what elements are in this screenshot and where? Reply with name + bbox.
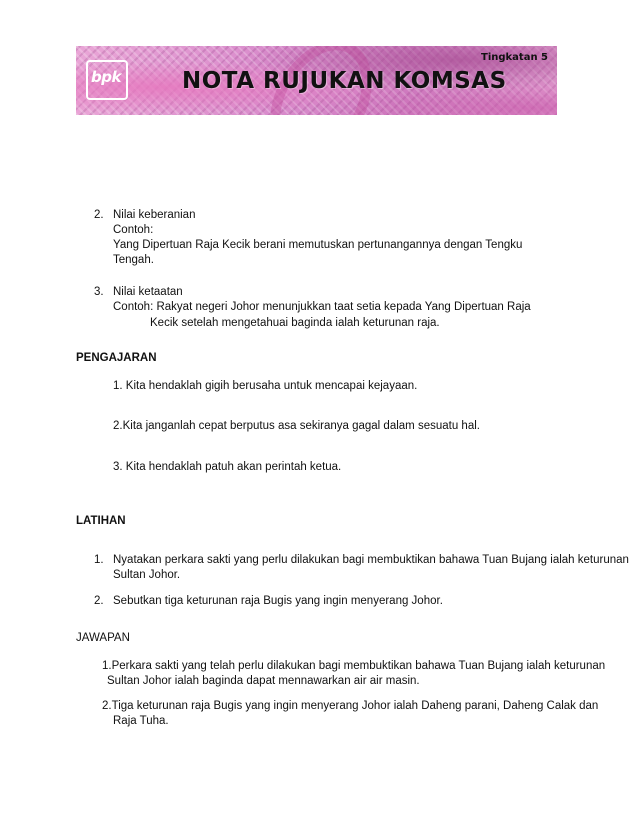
jawapan-a1-line1: 1.Perkara sakti yang telah perlu dilakukan bagi membuktikan bahawa Tuan Bujang ialah keturunan <box>102 660 606 672</box>
pengajaran-item-1: 1. Kita hendaklah gigih berusaha untuk mencapai kejayaan. <box>113 380 418 392</box>
jawapan-heading: JAWAPAN <box>76 632 130 644</box>
nilai-2-number: 2. <box>94 209 104 221</box>
jawapan-a2-line2: Raja Tuha. <box>113 715 169 727</box>
banner-title: NOTA RUJUKAN KOMSAS <box>182 68 507 94</box>
jawapan-a2-line1: 2.Tiga keturunan raja Bugis yang ingin menyerang Johor ialah Daheng parani, Daheng Calak dan <box>102 700 599 712</box>
nilai-3-example-line2: Kecik setelah mengetahuai baginda ialah keturunan raja. <box>150 317 440 329</box>
jawapan-a1-line2: Sultan Johor ialah baginda dapat mennawarkan air air masin. <box>107 675 420 687</box>
latihan-q1-line1: Nyatakan perkara sakti yang perlu dilakukan bagi membuktikan bahawa Tuan Bujang ialah keturunan <box>113 554 629 566</box>
pengajaran-item-3: 3. Kita hendaklah patuh akan perintah ketua. <box>113 461 342 473</box>
latihan-q2-line1: Sebutkan tiga keturunan raja Bugis yang ingin menyerang Johor. <box>113 595 443 607</box>
latihan-q2-number: 2. <box>94 595 104 607</box>
latihan-q1-number: 1. <box>94 554 104 566</box>
header-banner <box>76 46 557 115</box>
nilai-3-number: 3. <box>94 286 104 298</box>
nilai-3-example-line1: Contoh: Rakyat negeri Johor menunjukkan taat setia kepada Yang Dipertuan Raja <box>113 301 531 313</box>
pengajaran-item-2: 2.Kita janganlah cepat berputus asa sekiranya gagal dalam sesuatu hal. <box>113 420 480 432</box>
nilai-2-example-line2: Tengah. <box>113 254 154 266</box>
nilai-2-title: Nilai keberanian <box>113 209 196 221</box>
latihan-q1-line2: Sultan Johor. <box>113 569 181 581</box>
pengajaran-heading: PENGAJARAN <box>76 352 157 364</box>
latihan-heading: LATIHAN <box>76 515 126 527</box>
nilai-3-title: Nilai ketaatan <box>113 286 183 298</box>
logo-text: bpk <box>91 68 121 86</box>
level-label: Tingkatan 5 <box>481 52 549 63</box>
nilai-2-example-label: Contoh: <box>113 224 154 236</box>
nilai-2-example-line1: Yang Dipertuan Raja Kecik berani memutuskan pertunangannya dengan Tengku <box>113 239 523 251</box>
